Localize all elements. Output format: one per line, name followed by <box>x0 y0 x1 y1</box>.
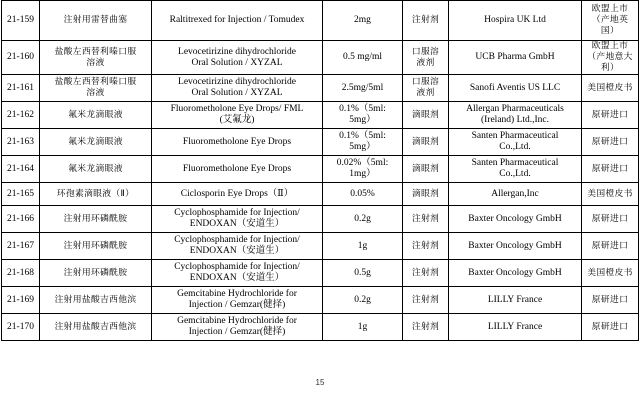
cell-serial-number: 21-169 <box>2 287 40 314</box>
cell-serial-number: 21-167 <box>2 233 40 260</box>
cell-serial-number: 21-160 <box>2 41 40 75</box>
cell-drug-name: 氟米龙滴眼液 <box>40 102 152 129</box>
table-row <box>2 1 639 41</box>
cell-specification: 1g <box>323 233 403 260</box>
cell-serial-number: 21-163 <box>2 129 40 156</box>
cell-english-name: Gemcitabine Hydrochloride for Injection / Gemzar(健择) <box>152 287 323 314</box>
cell-specification: 0.5 mg/ml <box>323 41 403 75</box>
cell-specification: 0.05% <box>323 183 403 206</box>
cell-remarks: 欧盟上市 （产地意大 利） <box>582 41 639 75</box>
cell-dosage-form: 注射剂 <box>403 314 449 341</box>
cell-dosage-form: 滴眼剂 <box>403 156 449 183</box>
cell-english-name: Ciclosporin Eye Drops（Ⅱ） <box>152 183 323 206</box>
cell-drug-name: 盐酸左西替利嗪口服 溶液 <box>40 41 152 75</box>
cell-remarks: 原研进口 <box>582 233 639 260</box>
cell-drug-name: 盐酸左西替利嗪口服 溶液 <box>40 75 152 102</box>
cell-drug-name: 氟米龙滴眼液 <box>40 156 152 183</box>
cell-english-name: Fluorometholone Eye Drops <box>152 129 323 156</box>
reference-drug-table <box>1 0 639 341</box>
cell-license-holder: Hospira UK Ltd <box>449 1 582 41</box>
cell-specification: 2mg <box>323 1 403 41</box>
cell-remarks: 原研进口 <box>582 129 639 156</box>
table-row <box>2 41 639 75</box>
cell-license-holder: Baxter Oncology GmbH <box>449 233 582 260</box>
cell-dosage-form: 注射剂 <box>403 1 449 41</box>
cell-license-holder: UCB Pharma GmbH <box>449 41 582 75</box>
cell-english-name: Cyclophosphamide for Injection/ ENDOXAN（安道生） <box>152 233 323 260</box>
table-row <box>2 206 639 233</box>
cell-license-holder: Santen Pharmaceutical Co.,Ltd. <box>449 156 582 183</box>
cell-english-name: Levocetirizine dihydrochloride Oral Solution / XYZAL <box>152 41 323 75</box>
page-number: 15 <box>315 378 325 387</box>
cell-drug-name: 环孢素滴眼液（Ⅱ） <box>40 183 152 206</box>
cell-specification: 0.02%（5ml: 1mg） <box>323 156 403 183</box>
cell-dosage-form: 注射剂 <box>403 233 449 260</box>
table-row <box>2 183 639 206</box>
cell-remarks: 美国橙皮书 <box>582 183 639 206</box>
cell-dosage-form: 滴眼剂 <box>403 129 449 156</box>
cell-dosage-form: 滴眼剂 <box>403 102 449 129</box>
cell-dosage-form: 注射剂 <box>403 260 449 287</box>
cell-drug-name: 注射用环磷酰胺 <box>40 260 152 287</box>
cell-serial-number: 21-162 <box>2 102 40 129</box>
cell-serial-number: 21-161 <box>2 75 40 102</box>
cell-drug-name: 氟米龙滴眼液 <box>40 129 152 156</box>
cell-specification: 0.1%（5ml: 5mg） <box>323 102 403 129</box>
cell-remarks: 原研进口 <box>582 206 639 233</box>
cell-serial-number: 21-164 <box>2 156 40 183</box>
cell-serial-number: 21-166 <box>2 206 40 233</box>
cell-dosage-form: 滴眼剂 <box>403 183 449 206</box>
cell-serial-number: 21-170 <box>2 314 40 341</box>
cell-english-name: Cyclophosphamide for Injection/ ENDOXAN（安道生） <box>152 206 323 233</box>
table-row <box>2 233 639 260</box>
cell-remarks: 欧盟上市 （产地英 国） <box>582 1 639 41</box>
cell-license-holder: Baxter Oncology GmbH <box>449 260 582 287</box>
cell-dosage-form: 口服溶 液剂 <box>403 75 449 102</box>
cell-specification: 0.1%（5ml: 5mg） <box>323 129 403 156</box>
cell-english-name: Levocetirizine dihydrochloride Oral Solution / XYZAL <box>152 75 323 102</box>
cell-english-name: Gemcitabine Hydrochloride for Injection / Gemzar(健择) <box>152 314 323 341</box>
cell-specification: 2.5mg/5ml <box>323 75 403 102</box>
cell-dosage-form: 口服溶 液剂 <box>403 41 449 75</box>
cell-serial-number: 21-165 <box>2 183 40 206</box>
cell-remarks: 原研进口 <box>582 102 639 129</box>
cell-license-holder: Allergan Pharmaceuticals (Ireland) Ltd.,Inc. <box>449 102 582 129</box>
cell-license-holder: Allergan,Inc <box>449 183 582 206</box>
cell-drug-name: 注射用环磷酰胺 <box>40 233 152 260</box>
cell-specification: 1g <box>323 314 403 341</box>
table-row <box>2 287 639 314</box>
cell-remarks: 美国橙皮书 <box>582 75 639 102</box>
cell-english-name: Raltitrexed for Injection / Tomudex <box>152 1 323 41</box>
cell-dosage-form: 注射剂 <box>403 206 449 233</box>
cell-license-holder: LILLY France <box>449 287 582 314</box>
cell-remarks: 原研进口 <box>582 156 639 183</box>
cell-license-holder: Sanofi Aventis US LLC <box>449 75 582 102</box>
cell-specification: 0.5g <box>323 260 403 287</box>
table-row <box>2 102 639 129</box>
cell-drug-name: 注射用盐酸吉西他滨 <box>40 314 152 341</box>
cell-english-name: Fluorometholone Eye Drops <box>152 156 323 183</box>
cell-remarks: 原研进口 <box>582 287 639 314</box>
table-row <box>2 129 639 156</box>
cell-license-holder: Santen Pharmaceutical Co.,Ltd. <box>449 129 582 156</box>
table-row <box>2 75 639 102</box>
cell-serial-number: 21-168 <box>2 260 40 287</box>
table-row <box>2 314 639 341</box>
cell-remarks: 原研进口 <box>582 314 639 341</box>
table-row <box>2 156 639 183</box>
cell-specification: 0.2g <box>323 206 403 233</box>
cell-drug-name: 注射用盐酸吉西他滨 <box>40 287 152 314</box>
cell-specification: 0.2g <box>323 287 403 314</box>
cell-dosage-form: 注射剂 <box>403 287 449 314</box>
cell-english-name: Cyclophosphamide for Injection/ ENDOXAN（安道生） <box>152 260 323 287</box>
cell-license-holder: LILLY France <box>449 314 582 341</box>
cell-remarks: 美国橙皮书 <box>582 260 639 287</box>
cell-drug-name: 注射用环磷酰胺 <box>40 206 152 233</box>
cell-drug-name: 注射用雷替曲塞 <box>40 1 152 41</box>
cell-license-holder: Baxter Oncology GmbH <box>449 206 582 233</box>
cell-english-name: Fluorometholone Eye Drops/ FML (艾氟龙) <box>152 102 323 129</box>
table-row <box>2 260 639 287</box>
cell-serial-number: 21-159 <box>2 1 40 41</box>
